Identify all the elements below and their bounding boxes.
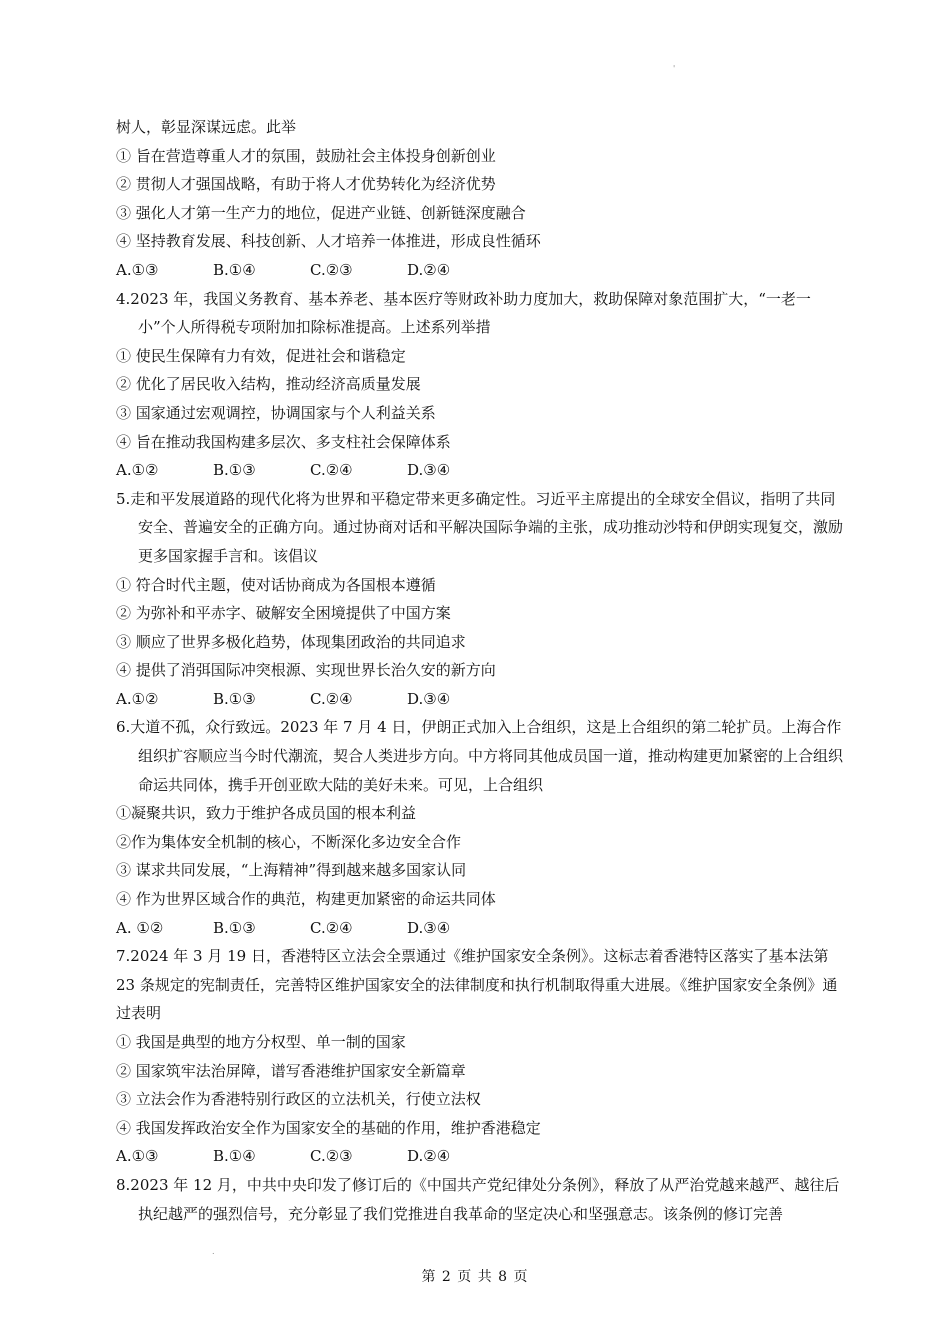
q7-choice-b: B.①④: [213, 1147, 256, 1166]
q6-option-1: ①凝聚共识，致力于维护各成员国的根本利益: [116, 804, 417, 823]
q4-choice-d: D.③④: [407, 461, 451, 480]
scan-mark-bottom: .: [212, 1247, 215, 1256]
q3-choices: [116, 256, 846, 285]
scan-mark: ': [673, 64, 676, 73]
q7-choice-c: C.②③: [310, 1147, 353, 1166]
q3-option-2: ② 贯彻人才强国战略，有助于将人才优势转化为经济优势: [116, 175, 496, 194]
q6-stem: 6.大道不孤，众行致远。2023 年 7 月 4 日，伊朗正式加入上合组织，这是上合组织的第二轮扩员。上海合作组织扩容顺应当今时代潮流，契合人类进步方向。中方将同其他成员国一道，推动构建更加紧密的上合组织命运共同体，携手开创亚欧大陆的美好未来。可见，上合组织: [116, 718, 844, 794]
q3-option-1: ① 旨在营造尊重人才的氛围，鼓励社会主体投身创新创业: [116, 146, 496, 165]
q7-stem: 7.2024 年 3 月 19 日，香港特区立法会全票通过《维护国家安全条例》。这标志着香港特区落实了基本法第 23 条规定的宪制责任，完善特区维护国家安全的法律制度和执行机制取得重大进展。《维护国家安全条例》通过表明: [116, 947, 838, 1023]
page-content: [116, 113, 846, 1228]
q3-choice-b: B.①④: [213, 260, 256, 279]
intro-line: 树人，彰显深谋远虑。此举: [116, 118, 297, 136]
q5-stem: 5.走和平发展道路的现代化将为世界和平稳定带来更多确定性。习近平主席提出的全球安全倡议，指明了共同安全、普遍安全的正确方向。通过协商对话和平解决国际争端的主张，成功推动沙特和伊朗实现复交，激励更多国家握手言和。该倡议: [116, 489, 844, 565]
q5-choices: [116, 685, 846, 714]
q6-choices: [116, 914, 846, 943]
q3-choice-d: D.②④: [407, 260, 451, 279]
q6-choice-a: A. ①②: [116, 918, 164, 937]
q5-option-1: ① 符合时代主题，使对话协商成为各国根本遵循: [116, 575, 436, 594]
q4-option-4: ④ 旨在推动我国构建多层次、多支柱社会保障体系: [116, 432, 451, 451]
q7-choices: [116, 1142, 846, 1171]
q3-option-4: ④ 坚持教育发展、科技创新、人才培养一体推进，形成良性循环: [116, 232, 541, 251]
q4-option-3: ③ 国家通过宏观调控，协调国家与个人利益关系: [116, 403, 436, 422]
q6-option-2: ②作为集体安全机制的核心，不断深化多边安全合作: [116, 832, 462, 851]
q5-option-2: ② 为弥补和平赤字、破解安全困境提供了中国方案: [116, 604, 451, 623]
q5-option-3: ③ 顺应了世界多极化趋势，体现集团政治的共同追求: [116, 632, 466, 651]
q3-options: [116, 142, 846, 256]
q5-choice-b: B.①③: [213, 689, 256, 708]
q7-options: [116, 1028, 846, 1142]
q7-option-4: ④ 我国发挥政治安全作为国家安全的基础的作用，维护香港稳定: [116, 1118, 541, 1137]
q5-choice-c: C.②④: [310, 689, 353, 708]
q4-choices: [116, 456, 846, 485]
q7-choice-d: D.②④: [407, 1147, 451, 1166]
q8-stem: 8.2023 年 12 月，中共中央印发了修订后的《中国共产党纪律处分条例》，释放了从严治党越来越严、越往后执纪越严的强烈信号，充分彰显了我们党推进自我革命的坚定决心和坚强意志。该条例的修订完善: [116, 1175, 840, 1223]
q4-stem: 4.2023 年，我国义务教育、基本养老、基本医疗等财政补助力度加大，救助保障对象范围扩大，“一老一小”个人所得税专项附加扣除标准提高。上述系列举措: [116, 289, 811, 337]
q5-choice-a: A.①②: [116, 689, 159, 708]
q5-option-4: ④ 提供了消弭国际冲突根源、实现世界长治久安的新方向: [116, 661, 496, 680]
q4-options: [116, 342, 846, 456]
q6-option-4: ④ 作为世界区域合作的典范，构建更加紧密的命运共同体: [116, 890, 496, 909]
page-number-footer: 第 2 页 共 8 页: [421, 1269, 529, 1285]
q7-option-1: ① 我国是典型的地方分权型、单一制的国家: [116, 1033, 406, 1051]
q5-choice-d: D.③④: [407, 689, 451, 708]
q6-choice-b: B.①③: [213, 918, 256, 937]
q5-options: [116, 571, 846, 685]
q3-choice-a: A.①③: [116, 260, 159, 279]
q4-option-2: ② 优化了居民收入结构，推动经济高质量发展: [116, 375, 421, 394]
q4-option-1: ① 使民生保障有力有效，促进社会和谐稳定: [116, 346, 406, 365]
q6-option-3: ③ 谋求共同发展，“上海精神”得到越来越多国家认同: [116, 861, 467, 880]
q7-option-3: ③ 立法会作为香港特别行政区的立法机关，行使立法权: [116, 1090, 481, 1109]
q6-choice-d: D.③④: [407, 918, 451, 937]
q4-choice-a: A.①②: [116, 461, 159, 480]
q4-choice-b: B.①③: [213, 461, 256, 480]
q6-choice-c: C.②④: [310, 918, 353, 937]
q3-option-3: ③ 强化人才第一生产力的地位，促进产业链、创新链深度融合: [116, 203, 526, 222]
q7-option-2: ② 国家筑牢法治屏障，谱写香港维护国家安全新篇章: [116, 1061, 466, 1080]
q4-choice-c: C.②④: [310, 461, 353, 480]
q7-choice-a: A.①③: [116, 1147, 159, 1166]
q6-options: [116, 799, 846, 913]
q3-choice-c: C.②③: [310, 260, 353, 279]
